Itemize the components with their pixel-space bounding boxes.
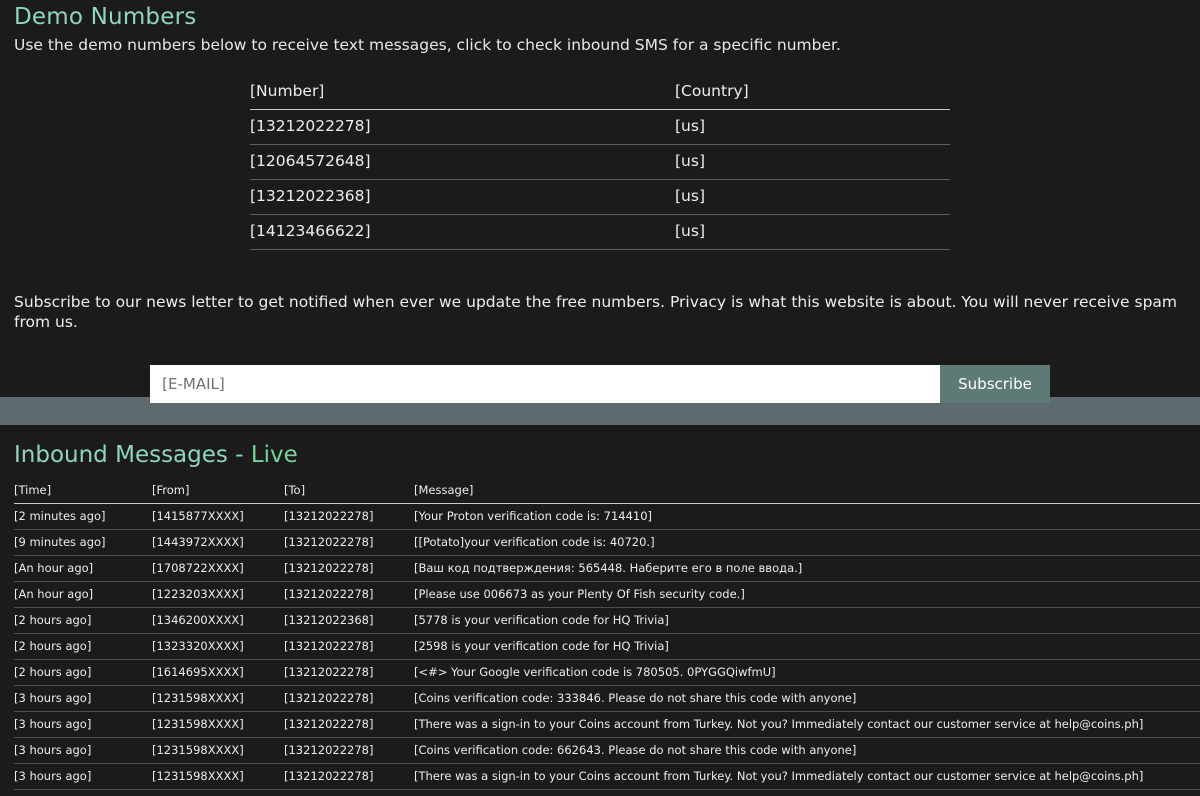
message-to-cell: [13212022278] (284, 504, 414, 530)
newsletter-text: Subscribe to our news letter to get notified when ever we update the free numbers. Privacy is what this website is about. You will never receive spam from us. (14, 292, 1177, 332)
message-body-cell: [There was a sign-in to your Coins account from Turkey. Not you? Immediately contact our customer service at help@coins.ph] (414, 764, 1200, 790)
message-body-cell: [2598 is your verification code for HQ Trivia] (414, 634, 1200, 660)
message-to-cell: [13212022278] (284, 556, 414, 582)
table-header-row (250, 76, 950, 110)
table-row[interactable] (250, 215, 950, 250)
table-row[interactable] (14, 504, 1200, 530)
message-time-cell: [3 hours ago] (14, 764, 152, 790)
table-row[interactable] (14, 738, 1200, 764)
table-row[interactable] (14, 556, 1200, 582)
table-row[interactable] (14, 712, 1200, 738)
table-row[interactable] (14, 686, 1200, 712)
message-body-cell: [<#> Your Google verification code is 780505. 0PYGGQiwfmU] (414, 660, 1200, 686)
message-body-cell: [Coins verification code: 662643. Please do not share this code with anyone] (414, 738, 1200, 764)
message-body-cell: [Your Proton verification code is: 714410] (414, 504, 1200, 530)
message-from-cell: [1231598XXXX] (152, 738, 284, 764)
message-body-cell: [5778 is your verification code for HQ Trivia] (414, 608, 1200, 634)
message-from-cell: [1231598XXXX] (152, 764, 284, 790)
message-time-cell: [2 hours ago] (14, 608, 152, 634)
demo-numbers-table (250, 76, 950, 250)
message-body-cell: [[Potato]your verification code is: 40720.] (414, 530, 1200, 556)
message-from-cell: [1614695XXXX] (152, 660, 284, 686)
message-from-cell: [1231598XXXX] (152, 686, 284, 712)
table-row[interactable] (14, 582, 1200, 608)
message-time-cell: [2 hours ago] (14, 660, 152, 686)
message-time-cell: [3 hours ago] (14, 738, 152, 764)
message-to-cell: [13212022278] (284, 634, 414, 660)
message-to-cell: [13212022278] (284, 712, 414, 738)
subscribe-row (0, 365, 1200, 403)
message-from-cell: [1443972XXXX] (152, 530, 284, 556)
table-row[interactable] (250, 110, 950, 145)
message-from-cell: [1346200XXXX] (152, 608, 284, 634)
page-title: Demo Numbers (14, 4, 197, 30)
demo-country-cell: [us] (675, 180, 950, 215)
message-body-cell: [Coins verification code: 333846. Please do not share this code with anyone] (414, 686, 1200, 712)
demo-number-cell[interactable]: [12064572648] (250, 145, 675, 180)
inbound-messages-section (0, 425, 1200, 790)
message-to-cell: [13212022278] (284, 582, 414, 608)
demo-subtitle: Use the demo numbers below to receive text messages, click to check inbound SMS for a specific number. (14, 36, 841, 54)
table-row[interactable] (14, 634, 1200, 660)
message-time-cell: [An hour ago] (14, 582, 152, 608)
subscribe-button[interactable]: Subscribe (940, 365, 1050, 403)
message-body-cell: [There was a sign-in to your Coins account from Turkey. Not you? Immediately contact our customer service at help@coins.ph] (414, 712, 1200, 738)
message-to-cell: [13212022278] (284, 530, 414, 556)
email-field[interactable] (150, 365, 940, 403)
message-to-cell: [13212022368] (284, 608, 414, 634)
message-body-cell: [Ваш код подтверждения: 565448. Наберите его в поле ввода.] (414, 556, 1200, 582)
message-from-cell: [1231598XXXX] (152, 712, 284, 738)
inbound-title (0, 425, 1200, 468)
message-from-cell: [1415877XXXX] (152, 504, 284, 530)
table-row[interactable] (14, 764, 1200, 790)
table-row[interactable] (14, 608, 1200, 634)
demo-country-cell: [us] (675, 110, 950, 145)
inbound-messages-table (14, 480, 1200, 790)
column-header-to: [To] (284, 480, 414, 504)
message-time-cell: [9 minutes ago] (14, 530, 152, 556)
table-row[interactable] (14, 660, 1200, 686)
message-from-cell: [1223203XXXX] (152, 582, 284, 608)
table-row[interactable] (250, 145, 950, 180)
message-body-cell: [Please use 006673 as your Plenty Of Fish security code.] (414, 582, 1200, 608)
table-header-row (14, 480, 1200, 504)
message-time-cell: [3 hours ago] (14, 686, 152, 712)
demo-country-cell: [us] (675, 145, 950, 180)
column-header-country: [Country] (675, 76, 950, 110)
demo-numbers-section (0, 0, 1200, 397)
column-header-number: [Number] (250, 76, 675, 110)
message-time-cell: [3 hours ago] (14, 712, 152, 738)
table-row[interactable] (14, 530, 1200, 556)
column-header-message: [Message] (414, 480, 1200, 504)
message-to-cell: [13212022278] (284, 738, 414, 764)
inbound-title-text: Inbound Messages - (14, 442, 244, 468)
message-time-cell: [2 hours ago] (14, 634, 152, 660)
table-row[interactable] (250, 180, 950, 215)
message-to-cell: [13212022278] (284, 660, 414, 686)
demo-number-cell[interactable]: [13212022368] (250, 180, 675, 215)
message-to-cell: [13212022278] (284, 686, 414, 712)
message-time-cell: [2 minutes ago] (14, 504, 152, 530)
column-header-from: [From] (152, 480, 284, 504)
demo-number-cell[interactable]: [13212022278] (250, 110, 675, 145)
message-time-cell: [An hour ago] (14, 556, 152, 582)
message-from-cell: [1323320XXXX] (152, 634, 284, 660)
demo-number-cell[interactable]: [14123466622] (250, 215, 675, 250)
message-to-cell: [13212022278] (284, 764, 414, 790)
demo-country-cell: [us] (675, 215, 950, 250)
column-header-time: [Time] (14, 480, 152, 504)
live-badge: Live (250, 442, 298, 468)
message-from-cell: [1708722XXXX] (152, 556, 284, 582)
